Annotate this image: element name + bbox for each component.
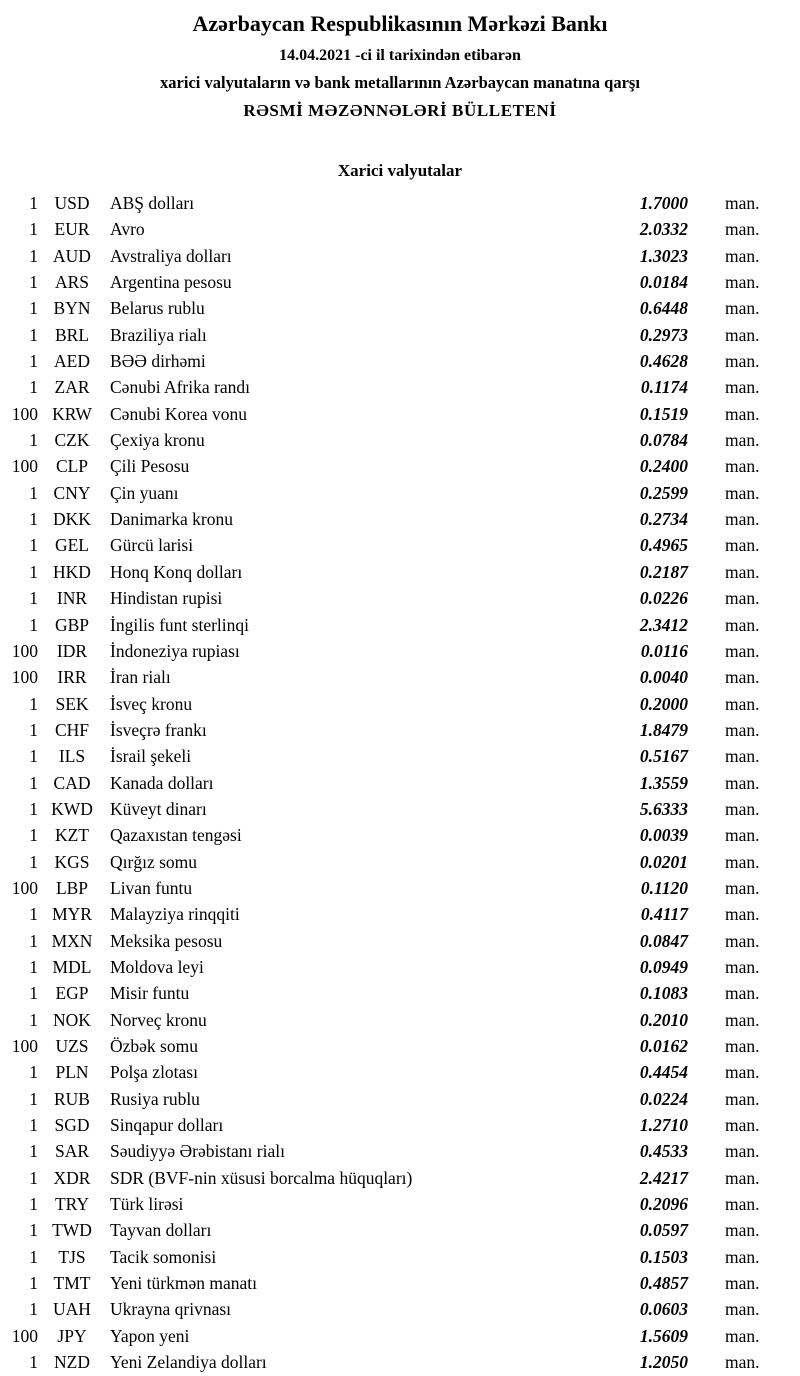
- subtitle-line: xarici valyutaların və bank metallarının Azərbaycan manatına qarşı: [160, 73, 640, 92]
- rate-value: 1.3559: [639, 772, 688, 793]
- rate-row: [0, 1007, 800, 1033]
- rate-unit: man.: [725, 614, 760, 635]
- currency-name: Argentina pesosu: [110, 272, 232, 293]
- rate-qty: 1: [29, 746, 38, 767]
- rate-value: 1.2050: [639, 1352, 688, 1373]
- currency-code: ILS: [58, 746, 86, 767]
- currency-code: KRW: [52, 403, 92, 424]
- effective-date-line: 14.04.2021 -ci il tarixindən etibarən: [279, 47, 521, 64]
- currency-name: Sinqapur dolları: [110, 1115, 224, 1136]
- rate-unit: man.: [725, 956, 760, 977]
- rate-qty: 1: [29, 1167, 38, 1188]
- rate-unit: man.: [725, 298, 760, 319]
- rate-qty: 1: [29, 1352, 38, 1373]
- rate-unit: man.: [725, 1062, 760, 1083]
- rate-qty: 1: [29, 798, 38, 819]
- currency-code: DKK: [53, 509, 91, 530]
- currency-name: Danimarka kronu: [110, 509, 233, 530]
- rate-row: [0, 401, 800, 427]
- rate-qty: 1: [29, 324, 38, 345]
- currency-name: Polşa zlotası: [110, 1062, 198, 1083]
- rate-value: 0.0039: [639, 825, 688, 846]
- currency-code: CNY: [53, 482, 91, 503]
- rate-row: [0, 901, 800, 927]
- rate-row: [0, 1112, 800, 1138]
- rate-value: 5.6333: [639, 798, 688, 819]
- currency-code: IDR: [56, 640, 88, 661]
- rate-unit: man.: [725, 456, 760, 477]
- rate-unit: man.: [725, 640, 760, 661]
- currency-name: Hindistan rupisi: [110, 588, 223, 609]
- rate-value: 0.0226: [639, 588, 688, 609]
- rate-row: [0, 559, 800, 585]
- currency-code: GBP: [54, 614, 90, 635]
- rate-unit: man.: [725, 1352, 760, 1373]
- rate-unit: man.: [725, 1273, 760, 1294]
- currency-name: İsveç kronu: [110, 693, 193, 714]
- rate-qty: 100: [11, 456, 38, 477]
- currency-code: KGS: [54, 851, 90, 872]
- rate-qty: 1: [29, 614, 38, 635]
- currency-code: RUB: [54, 1088, 90, 1109]
- rate-unit: man.: [725, 324, 760, 345]
- rate-qty: 100: [11, 667, 38, 688]
- rate-qty: 100: [11, 403, 38, 424]
- currency-code: KZT: [54, 825, 90, 846]
- document-header: [0, 10, 800, 123]
- currency-name: Tacik somonisi: [110, 1246, 217, 1267]
- currency-code: JPY: [57, 1325, 87, 1346]
- rate-qty: 100: [11, 1325, 38, 1346]
- rate-row: [0, 1244, 800, 1270]
- currency-code: TRY: [54, 1194, 90, 1215]
- rate-value: 0.0847: [639, 930, 688, 951]
- currency-code: AUD: [53, 245, 91, 266]
- rate-unit: man.: [725, 1194, 760, 1215]
- rate-row: [0, 638, 800, 664]
- rate-qty: 100: [11, 877, 38, 898]
- rate-value: 0.1083: [639, 983, 688, 1004]
- rate-qty: 1: [29, 904, 38, 925]
- rate-row: [0, 849, 800, 875]
- currency-code: KWD: [51, 798, 93, 819]
- rate-row: [0, 216, 800, 242]
- currency-code: TJS: [58, 1246, 86, 1267]
- currency-code: IRR: [57, 667, 87, 688]
- rate-value: 0.1174: [640, 377, 688, 398]
- rate-qty: 100: [11, 1036, 38, 1056]
- currency-name: Yapon yeni: [110, 1325, 190, 1346]
- rate-row: [0, 770, 800, 796]
- rate-qty: 1: [29, 693, 38, 714]
- rate-unit: man.: [725, 1246, 760, 1267]
- rate-unit: man.: [725, 482, 760, 503]
- currency-name: SDR (BVF-nin xüsusi borcalma hüquqları): [110, 1167, 413, 1188]
- currency-code: SAR: [54, 1141, 90, 1162]
- rate-value: 0.4454: [639, 1062, 688, 1083]
- rate-value: 0.0162: [639, 1036, 688, 1056]
- rate-value: 1.7000: [639, 193, 688, 213]
- rate-qty: 1: [29, 1115, 38, 1136]
- bulletin-title: RƏSMİ MƏZƏNNƏLƏRİ BÜLLETENİ: [243, 101, 557, 120]
- rate-qty: 1: [29, 1141, 38, 1162]
- currency-code: HKD: [53, 561, 91, 582]
- currency-name: Avstraliya dolları: [110, 245, 232, 266]
- currency-name: İsveçrə frankı: [110, 719, 207, 740]
- currency-name: Cənubi Korea vonu: [110, 403, 248, 424]
- rate-value: 0.2599: [639, 482, 688, 503]
- currency-code: LBP: [55, 877, 89, 898]
- rate-row: [0, 453, 800, 479]
- rate-value: 0.2000: [639, 693, 688, 714]
- currency-name: Qazaxıstan tengəsi: [110, 825, 242, 846]
- rate-qty: 1: [29, 825, 38, 846]
- rate-unit: man.: [725, 719, 760, 740]
- currency-code: BRL: [54, 324, 90, 345]
- rate-value: 0.4628: [639, 351, 688, 372]
- rate-row: [0, 980, 800, 1006]
- currency-name: ABŞ dolları: [110, 193, 195, 213]
- rate-qty: 1: [29, 588, 38, 609]
- currency-name: Belarus rublu: [110, 298, 205, 319]
- rate-unit: man.: [725, 825, 760, 846]
- rate-unit: man.: [725, 746, 760, 767]
- currency-name: Meksika pesosu: [110, 930, 223, 951]
- rate-value: 0.6448: [639, 298, 688, 319]
- currency-name: İngilis funt sterlinqi: [110, 614, 250, 635]
- currency-code: MYR: [52, 904, 92, 925]
- bank-title: Azərbaycan Respublikasının Mərkəzi Bankı: [192, 11, 608, 36]
- rate-qty: 1: [29, 1062, 38, 1083]
- rate-value: 0.1503: [639, 1246, 688, 1267]
- currency-code: TWD: [52, 1220, 92, 1241]
- rate-row: [0, 374, 800, 400]
- rate-row: [0, 1191, 800, 1217]
- currency-name: Çili Pesosu: [110, 456, 190, 477]
- rate-value: 1.8479: [639, 719, 688, 740]
- currency-code: ZAR: [54, 377, 90, 398]
- currency-code: ARS: [54, 272, 90, 293]
- currency-code: CLP: [55, 456, 89, 477]
- rate-qty: 1: [29, 1194, 38, 1215]
- rate-value: 0.4857: [639, 1273, 688, 1294]
- rate-qty: 1: [29, 930, 38, 951]
- rate-qty: 1: [29, 851, 38, 872]
- rate-row: [0, 928, 800, 954]
- rate-value: 0.2734: [639, 509, 688, 530]
- rate-row: [0, 427, 800, 453]
- rate-value: 1.3023: [639, 245, 688, 266]
- rate-row: [0, 875, 800, 901]
- rate-value: 1.5609: [639, 1325, 688, 1346]
- rate-unit: man.: [725, 430, 760, 451]
- rate-row: [0, 1033, 800, 1059]
- rate-qty: 1: [29, 983, 38, 1004]
- currency-code: MDL: [52, 956, 92, 977]
- currency-name: Livan funtu: [110, 877, 193, 898]
- rate-row: [0, 1086, 800, 1112]
- rate-row: [0, 1165, 800, 1191]
- currency-name: Norveç kronu: [110, 1009, 207, 1030]
- rate-unit: man.: [725, 377, 760, 398]
- currency-name: Özbək somu: [110, 1036, 198, 1056]
- rate-qty: 1: [29, 1009, 38, 1030]
- rate-value: 2.4217: [639, 1167, 688, 1188]
- rate-value: 2.3412: [639, 614, 688, 635]
- rate-row: [0, 322, 800, 348]
- rate-row: [0, 743, 800, 769]
- currency-code: EUR: [54, 219, 90, 240]
- rate-qty: 1: [29, 298, 38, 319]
- rate-row: [0, 1349, 800, 1375]
- rate-unit: man.: [725, 351, 760, 372]
- rate-unit: man.: [725, 798, 760, 819]
- rate-unit: man.: [725, 588, 760, 609]
- currency-name: Avro: [110, 219, 145, 240]
- rate-unit: man.: [725, 693, 760, 714]
- currency-name: Səudiyyə Ərəbistanı rialı: [110, 1141, 285, 1162]
- currency-name: Tayvan dolları: [110, 1220, 212, 1241]
- rate-row: [0, 612, 800, 638]
- rate-unit: man.: [725, 1009, 760, 1030]
- rate-row: [0, 822, 800, 848]
- rate-value: 0.0949: [639, 956, 688, 977]
- rate-qty: 1: [29, 509, 38, 530]
- currency-name: Malayziya rinqqiti: [110, 904, 240, 925]
- currency-code: CHF: [54, 719, 90, 740]
- rate-value: 0.2973: [639, 324, 688, 345]
- currency-code: SEK: [55, 693, 89, 714]
- currency-name: Çin yuanı: [110, 482, 179, 503]
- rate-qty: 1: [29, 351, 38, 372]
- rate-row: [0, 506, 800, 532]
- currency-code: SGD: [54, 1115, 90, 1136]
- currency-name: Küveyt dinarı: [110, 798, 207, 819]
- rate-value: 0.2010: [639, 1009, 688, 1030]
- currency-name: Kanada dolları: [110, 772, 214, 793]
- rate-qty: 1: [29, 377, 38, 398]
- rate-qty: 1: [29, 1088, 38, 1109]
- section-title-foreign-currencies: Xarici valyutalar: [337, 161, 463, 180]
- currency-name: Braziliya rialı: [110, 324, 207, 345]
- rates-table: [0, 190, 800, 1375]
- rate-qty: 1: [29, 1299, 38, 1320]
- rate-unit: man.: [725, 1141, 760, 1162]
- rate-row: [0, 480, 800, 506]
- rate-value: 0.4117: [640, 904, 688, 925]
- rate-unit: man.: [725, 877, 760, 898]
- rate-unit: man.: [725, 904, 760, 925]
- currency-name: Ukrayna qrivnası: [110, 1299, 232, 1320]
- rate-unit: man.: [725, 1220, 760, 1241]
- currency-name: Qırğız somu: [110, 851, 198, 872]
- rate-value: 0.4533: [639, 1141, 688, 1162]
- rate-qty: 1: [29, 1246, 38, 1267]
- rate-value: 0.2187: [639, 561, 688, 582]
- rate-value: 0.2096: [639, 1194, 688, 1215]
- rate-unit: man.: [725, 1088, 760, 1109]
- rate-qty: 1: [29, 1273, 38, 1294]
- rate-qty: 1: [29, 272, 38, 293]
- rate-row: [0, 1059, 800, 1085]
- currency-name: Moldova leyi: [110, 956, 204, 977]
- rate-value: 0.0040: [639, 667, 688, 688]
- currency-code: INR: [56, 588, 88, 609]
- currency-code: PLN: [55, 1062, 89, 1083]
- rate-qty: 1: [29, 772, 38, 793]
- currency-code: CAD: [53, 772, 91, 793]
- currency-code: NOK: [53, 1009, 91, 1030]
- rate-unit: man.: [725, 851, 760, 872]
- rate-value: 0.2400: [639, 456, 688, 477]
- currency-name: İndoneziya rupiası: [110, 640, 240, 661]
- rate-qty: 1: [29, 193, 38, 213]
- rate-row: [0, 1217, 800, 1243]
- currency-code: CZK: [54, 430, 90, 451]
- currency-code: BYN: [53, 298, 91, 319]
- rate-unit: man.: [725, 403, 760, 424]
- rate-row: [0, 1270, 800, 1296]
- currency-name: Cənubi Afrika randı: [110, 377, 250, 398]
- rate-qty: 100: [11, 640, 38, 661]
- currency-code: TMT: [53, 1273, 91, 1294]
- rate-row: [0, 954, 800, 980]
- rate-unit: man.: [725, 219, 760, 240]
- rate-value: 0.0784: [639, 430, 688, 451]
- currency-name: İran rialı: [110, 667, 171, 688]
- rate-qty: 1: [29, 1220, 38, 1241]
- rate-unit: man.: [725, 561, 760, 582]
- rate-row: [0, 348, 800, 374]
- rate-unit: man.: [725, 1167, 760, 1188]
- rate-value: 0.1120: [640, 877, 688, 898]
- rate-row: [0, 295, 800, 321]
- rate-qty: 1: [29, 245, 38, 266]
- currency-code: GEL: [54, 535, 90, 556]
- rate-value: 0.0597: [639, 1220, 688, 1241]
- rate-qty: 1: [29, 219, 38, 240]
- currency-code: NZD: [54, 1352, 90, 1373]
- currency-name: Misir funtu: [110, 983, 190, 1004]
- rate-qty: 1: [29, 535, 38, 556]
- rate-unit: man.: [725, 772, 760, 793]
- currency-name: Çexiya kronu: [110, 430, 205, 451]
- currency-name: Honq Konq dolları: [110, 561, 243, 582]
- currency-name: İsrail şekeli: [110, 746, 192, 767]
- rate-value: 0.5167: [639, 746, 688, 767]
- rate-row: [0, 243, 800, 269]
- rate-value: 0.0224: [639, 1088, 688, 1109]
- rate-row: [0, 717, 800, 743]
- rate-unit: man.: [725, 535, 760, 556]
- rate-unit: man.: [725, 1036, 760, 1056]
- rate-unit: man.: [725, 930, 760, 951]
- currency-code: EGP: [55, 983, 89, 1004]
- rate-row: [0, 532, 800, 558]
- currency-code: MXN: [51, 930, 93, 951]
- rate-unit: man.: [725, 1299, 760, 1320]
- rate-qty: 1: [29, 561, 38, 582]
- rate-row: [0, 190, 800, 216]
- rate-value: 0.0184: [639, 272, 688, 293]
- rate-unit: man.: [725, 1115, 760, 1136]
- rate-row: [0, 585, 800, 611]
- rate-row: [0, 664, 800, 690]
- rate-unit: man.: [725, 509, 760, 530]
- currency-name: Türk lirəsi: [110, 1194, 184, 1215]
- rate-value: 0.0116: [640, 640, 688, 661]
- rate-qty: 1: [29, 482, 38, 503]
- rate-row: [0, 1323, 800, 1349]
- rate-qty: 1: [29, 430, 38, 451]
- rate-row: [0, 1138, 800, 1164]
- currency-code: XDR: [53, 1167, 91, 1188]
- rate-row: [0, 1296, 800, 1322]
- currency-code: UZS: [55, 1036, 89, 1056]
- rate-unit: man.: [725, 1325, 760, 1346]
- currency-code: AED: [54, 351, 90, 372]
- rate-unit: man.: [725, 667, 760, 688]
- currency-name: Yeni Zelandiya dolları: [110, 1352, 267, 1373]
- rate-value: 1.2710: [639, 1115, 688, 1136]
- rate-row: [0, 796, 800, 822]
- rate-unit: man.: [725, 983, 760, 1004]
- rate-value: 0.0603: [639, 1299, 688, 1320]
- currency-name: BƏƏ dirhəmi: [110, 351, 206, 372]
- currency-name: Rusiya rublu: [110, 1088, 200, 1109]
- rate-value: 0.1519: [639, 403, 688, 424]
- rate-row: [0, 691, 800, 717]
- rate-unit: man.: [725, 272, 760, 293]
- currency-code: UAH: [53, 1299, 91, 1320]
- rate-unit: man.: [725, 193, 760, 213]
- rate-unit: man.: [725, 245, 760, 266]
- rate-value: 2.0332: [639, 219, 688, 240]
- rate-qty: 1: [29, 956, 38, 977]
- currency-code: USD: [54, 193, 90, 213]
- rate-value: 0.0201: [639, 851, 688, 872]
- rate-qty: 1: [29, 719, 38, 740]
- rate-value: 0.4965: [639, 535, 688, 556]
- rate-row: [0, 269, 800, 295]
- currency-name: Yeni türkmən manatı: [110, 1273, 257, 1294]
- currency-name: Gürcü larisi: [110, 535, 194, 556]
